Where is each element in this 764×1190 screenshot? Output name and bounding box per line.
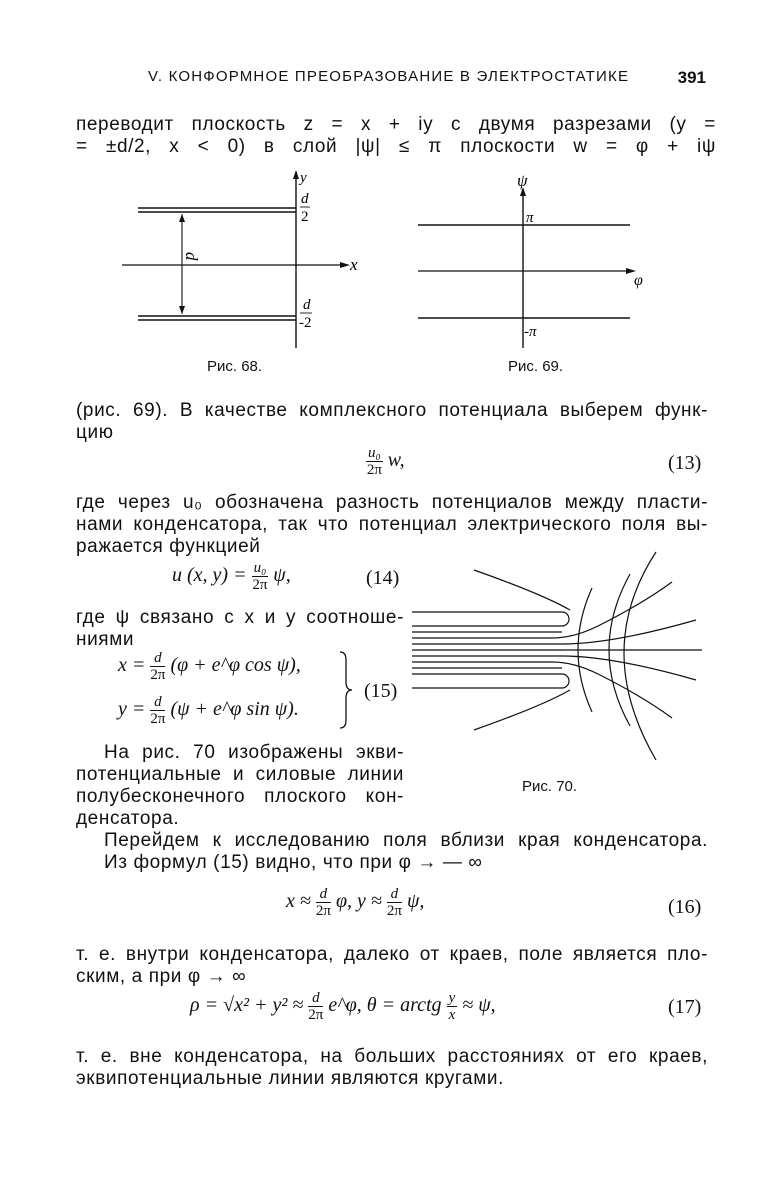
para-6-line-2: ским, а при φ → ∞ [76,966,247,987]
figure-69 [410,170,655,350]
fig69-caption: Рис. 69. [508,358,564,375]
eq17-numerator-1: d [308,990,323,1007]
eq13-tail: w, [382,449,405,472]
equation-15a [118,650,301,683]
eq17-part-a: ρ = √x² + y² ≈ [190,994,309,1017]
eq16-numerator-1: d [316,886,331,903]
para-6-line-1: т. е. внутри конденсатора, далеко от краев, поле является пло- [76,944,708,965]
fig68-d-label: d [182,252,201,261]
fig68-top-num: d [301,191,309,207]
eq15a-head: x = [118,654,151,677]
equation-16 [286,886,424,919]
fig68-axis-x-label: x [350,255,358,274]
para-4-line-4: денсатора. [76,808,180,829]
eq15a-tail: (φ + e^φ cos ψ), [165,654,301,677]
eq16-number: (16) [668,896,702,918]
fig69-pi-label: π [526,210,534,226]
eq17-denominator-2: x [448,1007,456,1023]
eq16-part-c: ψ, [401,890,425,913]
eq15b-denominator: 2π [150,711,166,727]
para-7-line-1: т. е. вне конденсатора, на больших расстояниях от его краев, [76,1046,708,1067]
page-number: 391 [677,68,706,87]
fig69-axis-psi-label: ψ [517,171,528,190]
intro-line-1: переводит плоскость z = x + iy с двумя разрезами (y = [76,114,716,135]
eq14-denominator: 2π [252,577,268,593]
eq13-denominator: 2π [366,462,382,478]
fig68-top-den: 2 [301,209,309,225]
eq17-part-c: ≈ ψ, [457,994,496,1017]
eq15b-numerator: d [150,694,165,711]
fig68-bot-den: -2 [299,315,312,331]
equation-13 [366,445,405,478]
eq16-numerator-2: d [387,886,402,903]
para-1-line-1: (рис. 69). В качестве комплексного потенциала выберем функ- [76,400,708,421]
para-4-line-2: потенциальные и силовые линии [76,764,404,785]
eq15-number: (15) [364,680,398,702]
eq17-denominator-1: 2π [308,1007,324,1023]
para-3-line-2: ниями [76,629,135,650]
eq14-numerator: u₀ [253,560,267,576]
eq16-denominator-2: 2π [386,903,402,919]
fig69-minus-pi-label: -π [524,324,537,340]
para-1-line-2: цию [76,422,114,443]
equation-15b [118,694,299,727]
eq17-number: (17) [668,996,702,1018]
figure-70 [402,548,714,778]
fig69-axis-phi-label: φ [634,272,643,289]
eq17-part-b: e^φ, θ = arctg [323,994,447,1017]
equation-17 [190,990,496,1023]
fig70-caption: Рис. 70. [522,778,578,795]
eq17-numerator-2: y [448,990,456,1006]
eq15b-head: y = [118,698,151,721]
eq16-part-a: x ≈ [286,890,316,913]
intro-line-2: = ±d/2, x < 0) в слой |ψ| ≤ π плоскости w = φ + iψ [76,136,716,157]
eq14-number: (14) [366,567,400,589]
para-4-line-1: На рис. 70 изображены экви- [104,742,404,763]
para-7-line-2: эквипотенциальные линии являются кругами. [76,1068,504,1089]
fig68-bot-num: d [303,297,311,313]
para-5-line-2: Из формул (15) видно, что при φ → — ∞ [104,852,483,873]
eq16-part-b: φ, y ≈ [330,890,387,913]
running-title: V. КОНФОРМНОЕ ПРЕОБРАЗОВАНИЕ В ЭЛЕКТРОСТАТИКЕ [148,68,630,85]
para-2-line-3: ражается функцией [76,536,261,557]
para-3-line-1: где ψ связано с x и y соотноше- [76,607,404,628]
eq14-head: u (x, y) = [172,564,252,587]
equation-14 [172,560,291,593]
eq15-brace [336,650,356,730]
eq13-number: (13) [668,452,702,474]
eq15a-numerator: d [150,650,165,667]
eq15b-tail: (ψ + e^φ sin ψ). [165,698,299,721]
figure-68 [110,170,380,350]
fig68-axis-y-label: y [300,170,307,186]
eq16-denominator-1: 2π [315,903,331,919]
para-5-line-1: Перейдем к исследованию поля вблизи края конденсатора. [104,830,708,851]
para-4-line-3: полубесконечного плоского кон- [76,786,404,807]
eq14-tail: ψ, [268,564,291,587]
eq15a-denominator: 2π [150,667,166,683]
para-2-line-1: где через u₀ обозначена разность потенциалов между пласти- [76,492,708,513]
eq13-numerator: u₀ [368,445,381,461]
para-2-line-2: нами конденсатора, так что потенциал электрического поля вы- [76,514,708,535]
fig68-caption: Рис. 68. [207,358,263,375]
